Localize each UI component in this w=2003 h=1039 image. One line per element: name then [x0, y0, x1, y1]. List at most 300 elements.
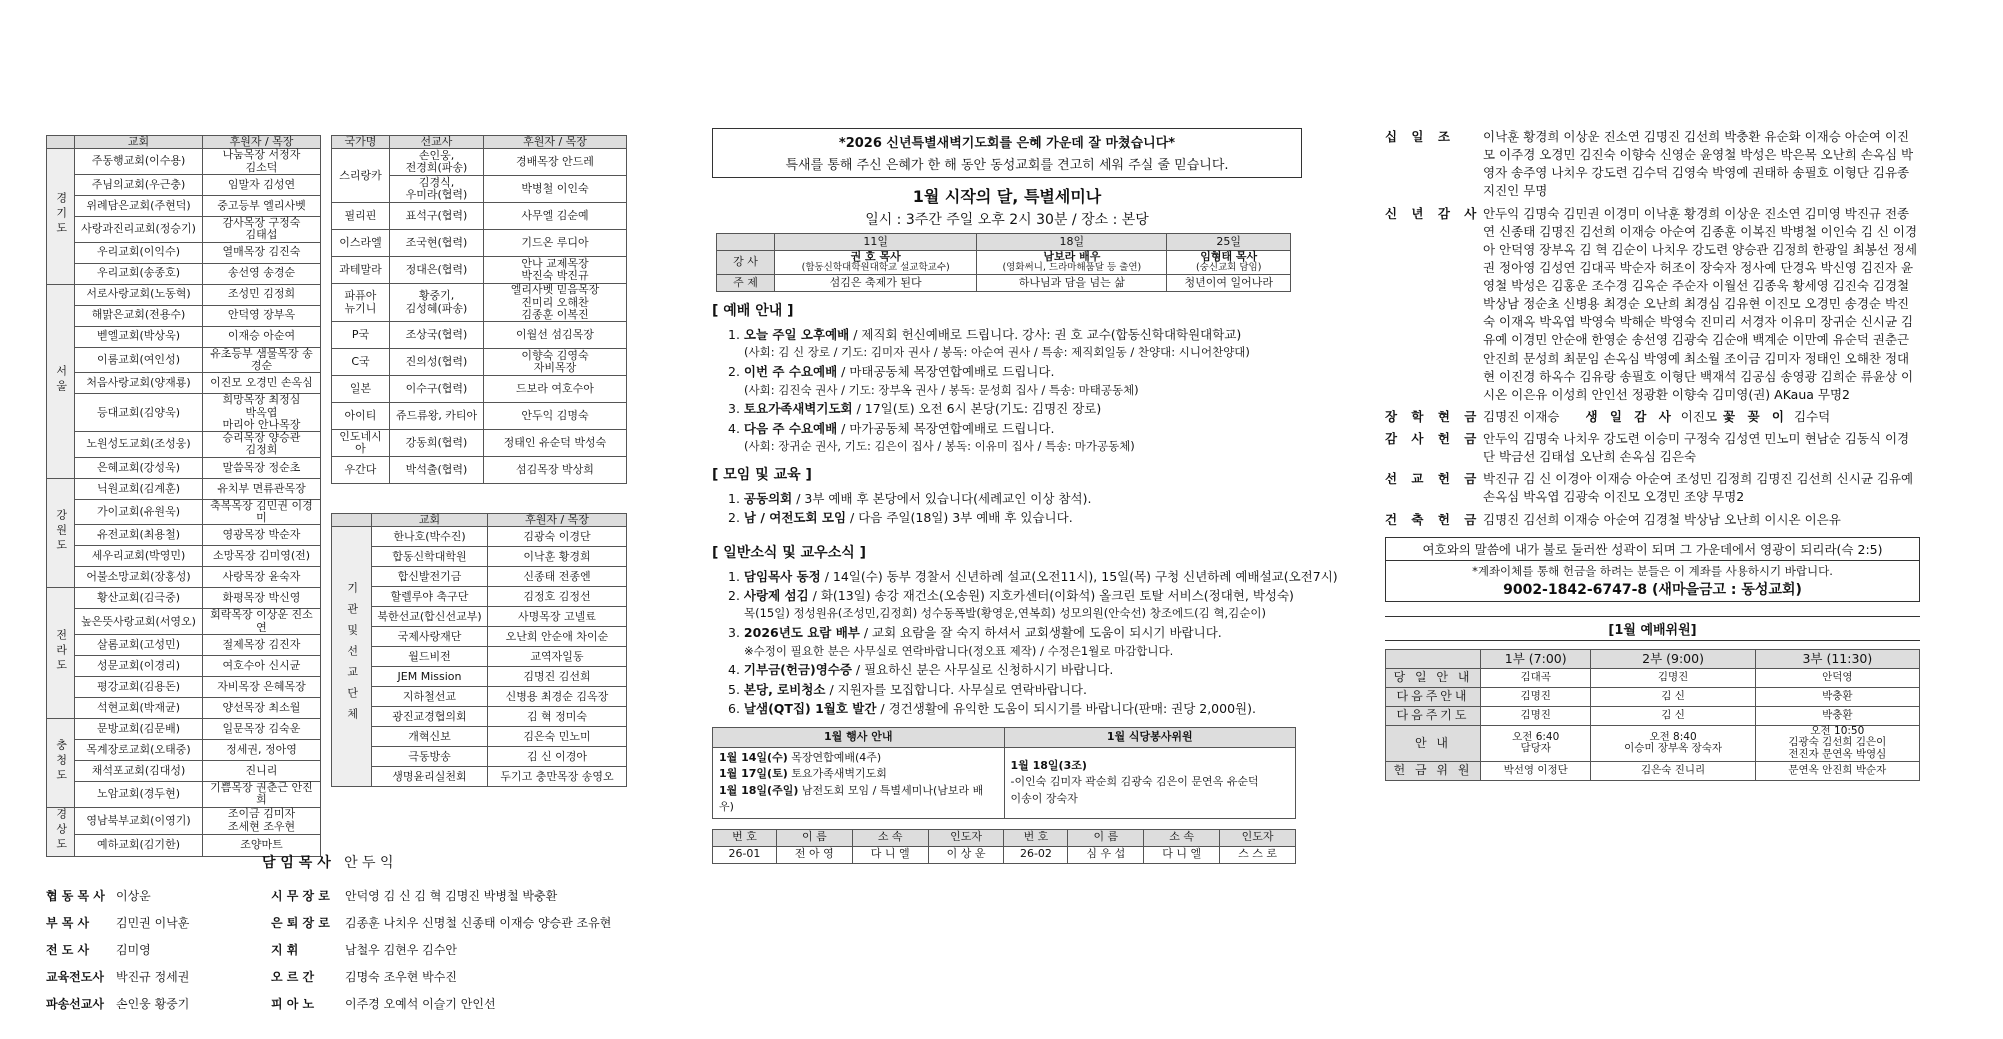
missionary-text: 쥬드류왕, 카티아 — [395, 409, 478, 423]
offerings-column — [1385, 128, 1920, 781]
committee-cell — [1591, 725, 1755, 761]
item-subdetail: (사회: 김 신 장로 / 기도: 김미자 권사 / 봉독: 아순여 권사 / 특송: 제직회일동 / 찬양대: 시니어찬양대) — [744, 345, 1250, 360]
table-row — [332, 284, 627, 322]
item-heading: 사랑제 섬김 — [743, 588, 809, 603]
church-name-text: 가이교회(유원욱) — [97, 504, 180, 518]
church-name-text: 이룸교회(여인성) — [97, 352, 180, 366]
church-name — [75, 326, 203, 347]
offering-label: 신 년 감 사 — [1385, 205, 1482, 221]
committee-row — [1386, 668, 1920, 687]
committee-cell — [1481, 687, 1591, 706]
seminar-table — [716, 233, 1291, 292]
sponsor-text: 박병철 이인숙 — [521, 182, 589, 196]
church-name-text: 어불소망교회(장홍성) — [86, 570, 191, 584]
item-number: 3. — [728, 625, 740, 641]
sponsor-cell — [484, 376, 627, 403]
sponsor-cell: 김정호 김정선 — [488, 587, 627, 607]
header-sponsor: 후원자 / 목장 — [484, 136, 627, 149]
offering-names — [1483, 511, 1920, 529]
prayer-meeting-box — [712, 128, 1302, 178]
seminar-topic: 섬김은 축제가 된다 — [775, 274, 977, 291]
kitchen-header: 1월 식당봉사위원 — [1004, 727, 1296, 747]
staff-role: 교육전도사 — [46, 970, 104, 984]
table-row — [47, 195, 321, 216]
offering-names-text: 안두익 김명숙 김민권 이경미 이낙훈 황경희 이상운 진소연 김미영 박진규 전종연 신종태 김명진 김선희 이재승 아순여 김종훈 이복진 박병철 이인숙 김 신 이경아 안덕영 장부옥 김 혁 김순이 나치우 강도련 양승관 김정희 한광일 최봉선 정세권 정아영 김성연 김대곡 박순자 허조이 장숙자 정사예 단경옥 박신영 김진자 윤영철 박성은 김홍운 조수경 김옥순 주순자 이월선 김종욱 황세영 김진숙 김경철 박상남 정순초 신병용 최경순 오난희 최경심 김유현 이진모 오경민 송경순 박진숙 이재옥 박옥엽 박영숙 박해순 박영숙 진미리 서경자 이유미 장귀순 신시균 김유예 이경민 안순애 한영순 송선영 김광숙 김순애 백계순 이만예 유순덕 권춘근 안진희 문성희 최문임 손옥심 박영예 최소월 조이금 김미자 정태인 오해찬 정대현 이진경 하옥수 김유랑 송필호 이형단 백재석 김공심 송영광 김희순 류윤상 이시온 이은유 이성희 안인선 정광환 이향숙 김미영(권) AKaua 무명2 — [1483, 205, 1918, 402]
sponsor-cell — [203, 677, 321, 698]
committee-text: 김명진 — [1520, 689, 1551, 702]
sponsor-text: 이향숙 김영숙 자비목장 — [521, 348, 589, 375]
org-name: 생명윤리실천회 — [372, 767, 488, 787]
country-name — [332, 230, 390, 257]
missionary-name — [390, 257, 484, 284]
table-row — [47, 719, 321, 740]
table-row — [47, 478, 321, 499]
missionary-text: 표석구(협력) — [405, 209, 468, 223]
sponsor-cell — [203, 782, 321, 808]
item-subdetail: ※수정이 필요한 분은 사무실로 연락바랍니다(정오표 제작) / 수정은1월로 마감합니다. — [744, 643, 1174, 658]
missionary-text: 손인웅, 전경희(파송) — [405, 149, 468, 175]
missionary-name — [390, 376, 484, 403]
seminar-topic: 청년이여 일어나라 — [1167, 274, 1291, 291]
sponsor-cell: 김 혁 정미숙 — [488, 707, 627, 727]
event-desc: 목장연합예배(4주) — [791, 750, 882, 764]
sponsor-text: 임말자 김성연 — [227, 177, 296, 191]
sponsor-cell — [203, 698, 321, 719]
sponsor-cell — [203, 546, 321, 567]
seminar-title: 1월 시작의 달, 특별세미나 — [912, 187, 1102, 206]
item-detail: / 경건생활에 유익한 도움이 되시기를 바랍니다(판매: 권당 2,000원). — [876, 701, 1256, 717]
region-name: 경상도 — [54, 807, 68, 853]
sponsor-cell — [203, 149, 321, 175]
church-name — [75, 782, 203, 808]
region-label — [47, 807, 75, 856]
header-country: 국가명 — [332, 136, 390, 149]
committee-cell — [1755, 687, 1919, 706]
newcomer-cell: 26-02 — [1004, 846, 1068, 863]
staff-role: 피 아 노 — [271, 997, 315, 1011]
sponsor-text: 안덕영 장부옥 — [227, 308, 296, 322]
church-name — [75, 698, 203, 719]
church-name-text: 유전교회(최용철) — [97, 528, 180, 542]
event-desc: 토요가족새벽기도회 — [791, 767, 887, 780]
church-name — [75, 216, 203, 242]
offering-label: 선 교 헌 금 — [1385, 471, 1482, 487]
orgs-side-label — [332, 527, 372, 787]
newcomer-header: 인도자 — [928, 829, 1004, 846]
sponsor-text: 정태인 유순덕 박성숙 — [503, 436, 607, 450]
church-name-text: 우리교회(송종호) — [97, 266, 180, 280]
seminar-date: 25일 — [1167, 234, 1291, 251]
sponsor-cell — [203, 305, 321, 326]
church-name-text: 해맑은교회(전용수) — [91, 308, 186, 322]
item-number: 2. — [728, 588, 740, 603]
newcomer-cell: 스 스 로 — [1220, 846, 1296, 863]
sponsor-text: 화평목장 박신영 — [222, 591, 301, 605]
item-heading: 기부금(헌금)영수증 — [743, 662, 852, 678]
sponsor-text: 절제목장 김진자 — [222, 637, 301, 651]
sponsor-cell — [484, 430, 627, 457]
staff-role: 은 퇴 장 로 — [271, 916, 330, 930]
country-name — [332, 403, 390, 430]
staff-names: 남철우 김현우 김수안 — [345, 943, 457, 957]
table-row — [47, 432, 321, 458]
sponsor-cell — [484, 349, 627, 376]
missionary-name — [390, 203, 484, 230]
church-name — [75, 478, 203, 499]
sponsor-cell — [203, 656, 321, 677]
church-name-text: 등대교회(김양욱) — [97, 405, 180, 419]
org-name: 지하철선교 — [372, 687, 488, 707]
senior-pastor — [262, 852, 611, 882]
missionary-text: 이수구(협력) — [405, 382, 468, 396]
staff-row — [46, 882, 611, 909]
sponsor-text: 안두익 김명숙 — [521, 409, 589, 423]
offering-names-text: 김수덕 — [1793, 408, 1831, 424]
offering-row — [1385, 511, 1920, 529]
staff-row — [46, 909, 611, 936]
newcomer-header: 번 호 — [1004, 829, 1068, 846]
country-text: C국 — [351, 355, 370, 369]
region-label — [47, 478, 75, 588]
sponsor-text: 축복목장 김민권 이경미 — [210, 498, 313, 525]
speaker-name: 권 호 목사 — [850, 250, 901, 263]
church-name — [75, 740, 203, 761]
region-name: 전라도 — [54, 629, 68, 675]
kitchen-line: 이송이 장숙자 — [1010, 791, 1078, 805]
staff-names: 김미영 — [116, 943, 151, 957]
events-list — [713, 747, 1005, 818]
committee-label: 안 내 — [1386, 725, 1481, 761]
committee-row — [1386, 725, 1920, 761]
committee-cell — [1591, 687, 1755, 706]
country-text: 스리랑카 — [339, 168, 382, 182]
country-name — [332, 430, 390, 457]
sponsor-cell — [203, 284, 321, 305]
sponsor-text: 이진모 오경민 손옥심 — [210, 376, 313, 390]
sponsor-text: 회락목장 이상운 진소연 — [210, 608, 313, 634]
sponsor-cell — [203, 263, 321, 284]
committee-text: 오전 10:50 김광숙 김선희 김은이 전진자 문연옥 박영심 — [1788, 724, 1887, 761]
sponsor-text: 이월선 섬김목장 — [516, 328, 594, 342]
church-name — [75, 149, 203, 175]
missionary-text: 김경식, 우미라(협력) — [405, 176, 468, 202]
item-detail: / 마가공동체 목장연합예배로 드립니다. — [837, 420, 1055, 436]
table-row — [332, 203, 627, 230]
sponsor-cell — [484, 322, 627, 349]
offering-row — [1385, 205, 1920, 404]
sponsor-cell — [203, 609, 321, 635]
country-text: P국 — [351, 328, 370, 342]
committee-cell — [1481, 761, 1591, 780]
staff-role: 시 무 장 로 — [271, 889, 330, 903]
offering-label: 생 일 감 사 — [1585, 408, 1675, 424]
country-text: 우간다 — [344, 463, 377, 477]
table-row — [47, 149, 321, 175]
table-row — [332, 376, 627, 403]
church-name-text: 목계장로교회(오태중) — [86, 742, 191, 756]
sponsor-cell — [203, 457, 321, 478]
sponsor-text: 조성민 김정희 — [227, 287, 296, 301]
table-row — [47, 546, 321, 567]
sponsor-cell — [484, 176, 627, 203]
item-number: 1. — [728, 490, 740, 506]
sponsor-text: 조이금 김미자 조세현 조우현 — [227, 807, 296, 833]
sponsor-cell: 오난희 안순애 차이순 — [488, 627, 627, 647]
country-text: 과테말라 — [339, 263, 382, 277]
meetings-section-title: [ 모임 및 교육 ] — [712, 466, 812, 483]
offering-names — [1483, 128, 1920, 201]
table-row — [332, 587, 627, 607]
org-name: 북한선교(합신선교부) — [372, 607, 488, 627]
missionary-text: 강동희(협력) — [405, 436, 468, 450]
item-heading: 날샘(QT집) 1월호 발간 — [743, 701, 877, 717]
item-heading: 이번 주 수요예배 — [743, 364, 838, 380]
offering-label: 건 축 헌 금 — [1385, 511, 1482, 527]
sponsor-text: 영광목장 박순자 — [222, 528, 301, 542]
region-name: 충청도 — [54, 738, 68, 784]
country-text: 일본 — [349, 382, 372, 396]
org-name: 한나호(박수진) — [372, 527, 488, 547]
table-row — [332, 457, 627, 484]
table-row — [47, 457, 321, 478]
sponsor-text: 이재승 아순여 — [227, 329, 296, 343]
church-name — [75, 284, 203, 305]
prayer-text: 특새를 통해 주신 은혜가 한 해 동안 동성교회를 견고히 세워 주실 줄 믿습니다. — [785, 158, 1229, 173]
table-row — [332, 727, 627, 747]
item-subdetail: (사회: 장귀순 권사, 기도: 김은이 집사 / 봉독: 이유미 집사 / 특송: 마가공동체) — [744, 439, 1135, 454]
church-name-text: 처음사랑교회(양재룡) — [86, 376, 191, 390]
sponsor-cell — [203, 588, 321, 609]
sponsor-cell — [203, 740, 321, 761]
sponsor-text: 송선영 송경순 — [227, 266, 296, 280]
table-row — [47, 499, 321, 525]
item-heading: 토요가족새벽기도회 — [743, 401, 853, 417]
item-number: 2. — [728, 510, 740, 526]
table-row — [332, 403, 627, 430]
missionary-name — [390, 430, 484, 457]
country-name — [332, 203, 390, 230]
region-label — [47, 284, 75, 478]
offering-row — [1385, 408, 1920, 426]
service-header: 1부 (7:00) — [1481, 649, 1591, 668]
item-detail: / 3부 예배 후 본당에서 있습니다(세례교인 이상 참석). — [792, 490, 1092, 506]
committee-text: 김 신 — [1661, 689, 1685, 702]
events-table — [712, 727, 1296, 819]
sponsor-cell — [203, 394, 321, 432]
sponsor-cell — [203, 567, 321, 588]
sponsor-cell — [203, 635, 321, 656]
table-row — [332, 322, 627, 349]
sponsor-cell — [484, 149, 627, 176]
sponsor-cell — [203, 499, 321, 525]
missionary-name — [390, 284, 484, 322]
table-row — [47, 284, 321, 305]
item-detail: / 제직회 헌신예배로 드립니다. 강사: 권 호 교수(합동신학대학원대학교) — [849, 326, 1242, 342]
announcement-item — [728, 680, 1302, 699]
speaker-desc: (숭신교회 담임) — [1195, 262, 1262, 274]
committee-title: [1월 예배위원] — [1385, 616, 1920, 641]
item-number: 2. — [728, 364, 740, 380]
item-number: 5. — [728, 681, 740, 697]
missionary-name — [390, 403, 484, 430]
church-name-text: 평강교회(김용돈) — [97, 679, 180, 693]
sponsor-text: 열매목장 김진숙 — [222, 245, 301, 259]
sponsor-cell — [484, 457, 627, 484]
sponsor-text: 사랑목장 윤숙자 — [222, 570, 301, 584]
table-row — [47, 782, 321, 808]
seminar-date: 18일 — [977, 234, 1167, 251]
committee-text: 박충환 — [1822, 708, 1853, 721]
church-name — [75, 588, 203, 609]
offering-names — [1483, 408, 1920, 426]
table-row — [47, 216, 321, 242]
staff-role: 파송선교사 — [46, 997, 104, 1011]
event-date: 1월 18일(주일) — [719, 783, 799, 797]
senior-pastor-name: 안 두 익 — [344, 855, 394, 871]
sponsor-text: 기드온 루디아 — [521, 236, 589, 250]
organizations-table — [331, 513, 627, 787]
table-row — [47, 609, 321, 635]
sponsor-text: 여호수아 신시균 — [222, 658, 301, 672]
committee-label: 헌 금 위 원 — [1386, 761, 1481, 780]
sponsor-text: 희망목장 최정심 박옥엽 마리아 안나목장 — [222, 393, 301, 431]
church-name — [75, 525, 203, 546]
item-number: 6. — [728, 701, 740, 717]
church-name — [75, 457, 203, 478]
event-date: 1월 17일(토) — [719, 767, 788, 780]
org-name: 합동신학대학원 — [372, 547, 488, 567]
church-name — [75, 432, 203, 458]
sponsor-text: 사무엘 김순예 — [521, 209, 589, 223]
staff-row — [46, 990, 611, 1017]
announcement-item — [728, 325, 1302, 344]
church-name-text: 황산교회(김극중) — [97, 591, 180, 605]
country-name — [332, 457, 390, 484]
table-row — [47, 761, 321, 782]
sponsor-cell: 김명진 김선희 — [488, 667, 627, 687]
missionaries-table — [331, 135, 627, 484]
committee-table — [1385, 649, 1920, 781]
staff-role: 지 휘 — [271, 943, 299, 957]
committee-row — [1386, 761, 1920, 780]
offering-label: 십 일 조 — [1385, 129, 1455, 144]
church-name — [75, 174, 203, 195]
sponsor-cell: 김 신 이경아 — [488, 747, 627, 767]
header-missionary: 선교사 — [390, 136, 484, 149]
church-name-text: 위례담은교회(주현덕) — [86, 198, 191, 212]
account-number: 9002-1842-6747-8 (새마을금고 : 동성교회) — [1503, 581, 1802, 598]
country-text: 인도네시아 — [339, 429, 382, 456]
sponsor-cell — [203, 326, 321, 347]
item-detail: / 교회 요람을 잘 숙지 하셔서 교회생활에 도움이 되시기 바랍니다. — [859, 625, 1222, 641]
table-row — [47, 698, 321, 719]
missionary-text: 박석출(협력) — [405, 463, 468, 477]
sponsor-text: 일문목장 김숙운 — [222, 721, 301, 735]
sponsor-cell — [484, 257, 627, 284]
seminar-subtitle: 일시 : 3주간 주일 오후 2시 30분 / 장소 : 본당 — [865, 212, 1149, 228]
item-heading: 다음 주 수요예배 — [743, 420, 838, 436]
country-name — [332, 284, 390, 322]
table-row — [47, 567, 321, 588]
country-name — [332, 376, 390, 403]
offering-label: 감 사 헌 금 — [1385, 431, 1482, 446]
sponsor-cell: 김광숙 이경단 — [488, 527, 627, 547]
country-text: 필리핀 — [344, 209, 377, 223]
event-desc: 남전도회 모임 / 특별세미나(남보라 배우) — [719, 783, 984, 813]
table-row — [47, 174, 321, 195]
item-number: 1. — [728, 326, 740, 342]
sponsor-cell: 신종태 전종엔 — [488, 567, 627, 587]
staff-row — [46, 963, 611, 990]
account-note: *계좌이체를 통해 헌금을 하려는 분들은 이 계좌를 사용하시기 바랍니다. — [1472, 563, 1833, 578]
sponsor-text: 감사목장 구정숙 김태섭 — [222, 215, 301, 242]
org-name: JEM Mission — [372, 667, 488, 687]
church-name — [75, 263, 203, 284]
speaker-name: 남보라 배우 — [1043, 250, 1101, 263]
newcomer-header: 이 름 — [1068, 829, 1144, 846]
newcomer-header: 소 속 — [1144, 829, 1220, 846]
event-line — [719, 783, 998, 816]
newcomer-header: 인도자 — [1220, 829, 1296, 846]
church-name-text: 주님의교회(우근충) — [91, 177, 186, 191]
table-row — [47, 305, 321, 326]
church-name-text: 성문교회(이경리) — [97, 658, 180, 672]
committee-text: 오전 6:40 담당자 — [1512, 730, 1560, 755]
sponsor-text: 진니리 — [245, 763, 278, 777]
table-row — [332, 149, 627, 176]
sponsor-cell — [203, 195, 321, 216]
church-name — [75, 635, 203, 656]
church-name — [75, 677, 203, 698]
committee-text: 박선영 이정단 — [1503, 764, 1568, 776]
sponsor-cell: 신병용 최경순 김옥장 — [488, 687, 627, 707]
sponsor-cell — [203, 242, 321, 263]
kitchen-line: -이인숙 김미자 곽순희 김광숙 김은이 문연옥 유순덕 — [1010, 775, 1259, 789]
missionary-name — [390, 230, 484, 257]
missionary-name — [390, 149, 484, 176]
table-row — [332, 687, 627, 707]
newcomer-cell: 심 우 섭 — [1068, 846, 1144, 863]
table-row — [332, 667, 627, 687]
item-subdetail: (사회: 김진숙 권사 / 기도: 장부옥 권사 / 봉독: 문성희 집사 / 특송: 마태공동체) — [744, 382, 1139, 397]
table-row — [332, 647, 627, 667]
offering-names-text: 김명진 김선희 이재승 아순여 김경철 박상남 오난희 이시온 이은유 — [1483, 511, 1841, 527]
church-name-text: 석현교회(박재균) — [97, 700, 180, 714]
item-number: 4. — [728, 420, 740, 436]
country-name — [332, 349, 390, 376]
table-row — [47, 677, 321, 698]
church-name — [75, 373, 203, 394]
region-label — [47, 149, 75, 284]
church-name — [75, 609, 203, 635]
item-detail: / 화(13일) 송강 재건소(오송원) 지호카센터(이화석) 올크린 토탈 서비스(정대현, 박성숙) — [808, 588, 1294, 603]
announcement-item — [728, 623, 1302, 642]
committee-cell — [1481, 725, 1591, 761]
table-row — [332, 547, 627, 567]
sponsor-text: 조양마트 — [240, 838, 283, 852]
church-name — [75, 546, 203, 567]
committee-row — [1386, 706, 1920, 725]
offering-names-text: 박진규 김 신 이경아 이재승 아순여 조성민 김정희 김명진 김선희 신시균 김유예 손옥심 박옥엽 김광숙 이진모 오경민 조양 무명2 — [1483, 471, 1914, 505]
table-row — [332, 767, 627, 787]
staff-names: 박진규 정세권 — [116, 970, 190, 984]
staff-names: 안덕영 김 신 김 혁 김명진 박병철 박충환 — [345, 889, 558, 903]
region-label — [47, 719, 75, 808]
sponsor-cell — [203, 761, 321, 782]
region-label — [47, 588, 75, 719]
committee-cell — [1591, 706, 1755, 725]
item-heading: 공동의회 — [743, 490, 793, 506]
